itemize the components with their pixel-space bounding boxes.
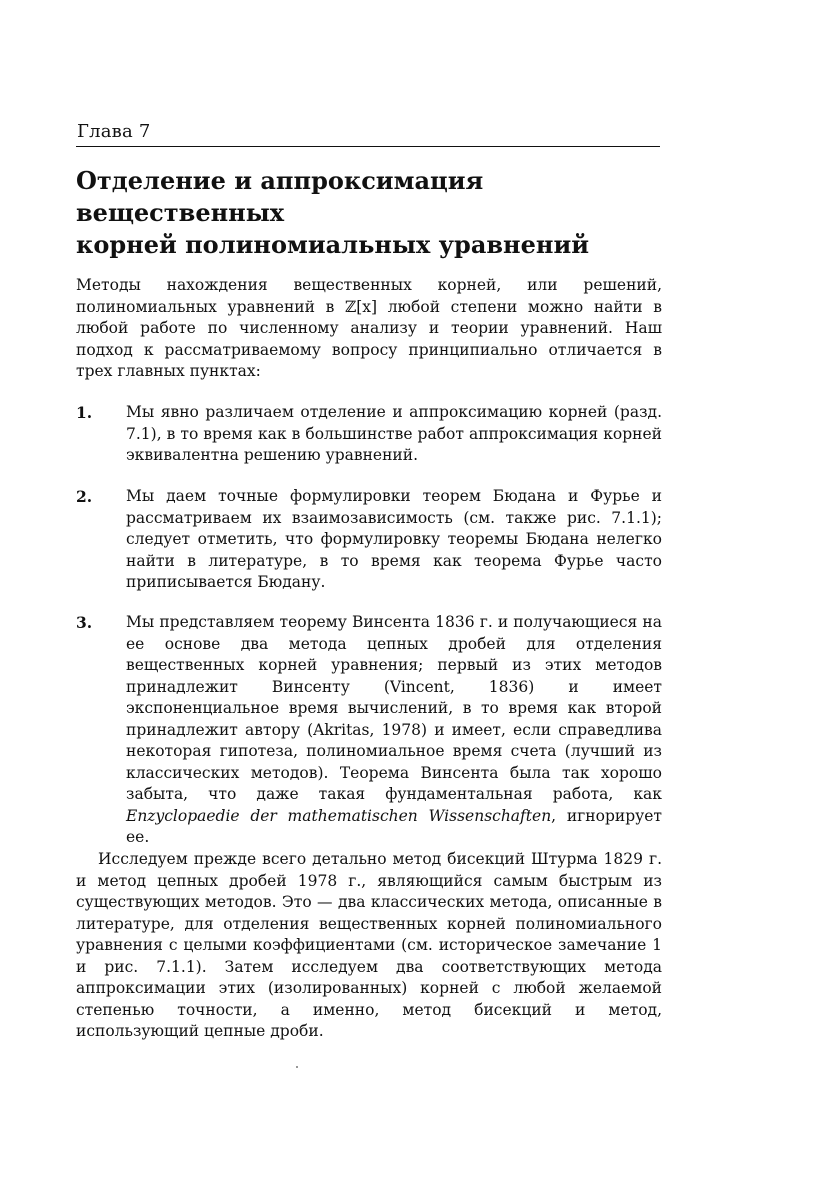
list-number-3: 3. xyxy=(76,613,93,632)
scan-speck xyxy=(296,1066,298,1068)
list-text-2: Мы даем точные формулировки теорем Бюдана и Фурье и рассматриваем их взаимозависимость (см. также рис. 7.1.1); следует отметить, что формулировку теоремы Бюдана нелегко найти в литературе, в то время как теорема Фурье часто приписывается Бюдану. xyxy=(126,487,662,591)
chapter-title-line-2: корней полиномиальных уравнений xyxy=(76,230,590,259)
chapter-title-line-1: Отделение и аппроксимация вещественных xyxy=(76,166,484,227)
list-item-3 xyxy=(76,612,662,849)
list-number-1: 1. xyxy=(76,403,93,422)
outro-paragraph: Исследуем прежде всего детально метод бисекций Штурма 1829 г. и метод цепных дробей 1978 г., являющийся самым быстрым из существующих методов. Это — два классических метода, описанные в литературе, для отделения вещественных корней полиномиального уравнения с целыми коэффициентами (см. историческое замечание 1 и рис. 7.1.1). Затем исследуем два соответствующих метода аппроксимации этих (изолированных) корней с любой желаемой степенью точности, а именно, метод бисекций и метод, использующий цепные дроби. xyxy=(76,850,662,1040)
list-item-2 xyxy=(76,486,662,594)
list-number-2: 2. xyxy=(76,487,93,506)
list-text-3 xyxy=(118,612,662,849)
list-text-1: Мы явно различаем отделение и аппроксимацию корней (разд. 7.1), в то время как в большинстве работ аппроксимация корней эквивалентна решению уравнений. xyxy=(126,403,662,464)
chapter-title xyxy=(76,165,676,261)
header-rule xyxy=(76,146,660,147)
book-title-italic: Enzyclopaedie der mathematischen Wissenschaften xyxy=(126,806,552,825)
list-text-3-main: Мы представляем теорему Винсента 1836 г. и получающиеся на ее основе два метода цепных дробей для отделения вещественных корней уравнения; первый из этих методов принадлежит Винсенту (Vincent, 1836) и имеет экспоненциальное время вычислений, в то время как второй принадлежит автору (Akritas, 1978) и имеет, если справедлива некоторая гипотеза, полиномиальное время счета (лучший из классических методов). Теорема Винсента была так хорошо забыта, что даже такая фундаментальная работа, как xyxy=(126,613,662,803)
list-item-1 xyxy=(76,402,662,467)
intro-paragraph: Методы нахождения вещественных корней, или решений, полиномиальных уравнений в ℤ[x] любой степени можно найти в любой работе по численному анализу и теории уравнений. Наш подход к рассматриваемому вопросу принципиально отличается в трех главных пунктах: xyxy=(76,276,662,380)
chapter-label: Глава 7 xyxy=(77,121,151,142)
list-text-3-end: , игнорирует ее. xyxy=(126,806,662,846)
